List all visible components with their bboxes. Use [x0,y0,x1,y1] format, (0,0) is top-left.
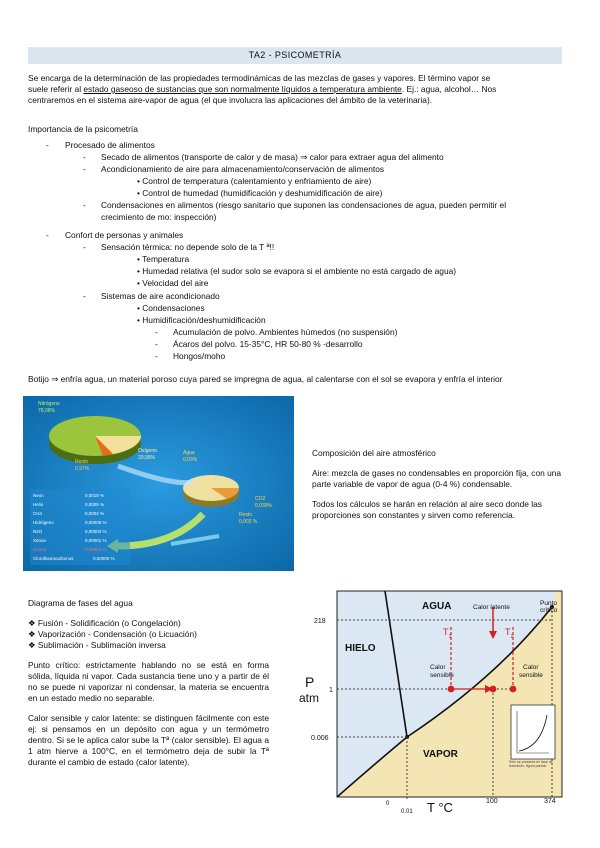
y-axis-label: P [305,674,315,690]
table-cell: Clorofluorocarbonos [33,556,74,561]
intro-line-3: centraremos en el sistema aire-vapor de agua (el que involucra las aplicaciones del ámbito de la veterinaria). [28,95,433,105]
label-vapor: VAPOR [423,749,458,760]
list-dash: - [83,152,86,162]
main-pie [49,416,141,464]
inset-note: Sólo se presenta en fase de transición, figura parcial. [509,760,553,768]
list-item: Secado de alimentos (transporte de calor y de masa) ⇒ calor para extraer agua del alimento [101,152,444,162]
table-cell: 0,0002 % [85,511,105,516]
intro-line-2 [28,84,562,95]
state-point-t1 [448,686,455,693]
intro-text: . Ej.: agua, alcohol… Nos [401,84,497,94]
phase-item: ❖ Sublimación - Sublimación inversa [28,640,166,650]
table-cell: 0,0018 % [85,493,105,498]
composition-heading: Composición del aire atmosférico [312,448,436,458]
x-tick: 0.01 [401,809,413,815]
label-co2: CO2 [255,496,266,502]
phase-heading: Diagrama de fases del agua [28,598,133,608]
t1-letter: T [443,627,449,637]
intro-line-1: Se encarga de la determinación de las propiedades termodinámicas de las mezclas de gases y vapores. El término vapor se [28,73,491,83]
air-composition-graphic [23,396,294,571]
list-dash: - [155,339,158,349]
table-cell: N2O [33,529,43,534]
trace-gases-table [30,489,130,565]
inset-box [511,705,555,759]
list-item: • Velocidad del aire [137,278,209,288]
value-rest: 0,97% [75,466,90,472]
composition-paragraph: Aire: mezcla de gases no condensables en proporción fija, con una parte variable de vapor de agua (0-4 %) condensable. [312,468,562,489]
air-composition-figure [23,396,294,571]
value-co2: 0,039% [255,503,272,509]
botijo-line: Botijo ⇒ enfría agua, un material poroso cuya pared se impregna de agua, al calentarse con el sol se evapora y enfría el interior [28,374,503,384]
list-item: • Temperatura [137,254,190,264]
list-item: Ácaros del polvo. 15-35°C, HR 50-80 % -desarrollo [173,339,363,349]
list-dash: - [83,164,86,174]
state-point-t2 [510,686,517,693]
table-cell: Neon [33,493,44,498]
table-bg [30,489,130,565]
list-item: • Condensaciones [137,303,205,313]
list-item: Acondicionamiento de aire para almacenamiento/conservación de alimentos [101,164,385,174]
list-item: Confort de personas y animales [65,230,184,240]
phase-diagram [297,587,567,817]
y-tick: 0.006 [311,735,329,742]
page-title: TA2 - PSICOMETRÍA [28,47,562,64]
phase-item: ❖ Vaporización - Condensación (o Licuación) [28,629,197,639]
y-tick: 1 [329,687,333,694]
label-sensible-4: sensible [519,672,543,679]
phase-text [28,598,269,777]
table-cell: 0,00003 % [85,529,107,534]
list-item: Sensación térmica: no depende solo de la T ª!! [101,242,275,252]
x-axis-label: T °C [427,800,453,815]
label-agua: AGUA [422,601,452,612]
value-rest-2: 0,003 % [239,519,258,525]
value-water: 0,03% [183,457,198,463]
list-item: Sistemas de aire acondicionado [101,291,220,301]
table-cell: Hidrógeno [33,520,54,525]
table-cell: Xenon [33,538,47,543]
label-hielo: HIELO [345,643,376,654]
table-cell: Ozono [33,547,47,552]
list-item: Condensaciones en alimentos (riesgo sanitario que suponen las condensaciones de agua, pueden permitir el [101,200,507,210]
y-axis-unit: atm [299,691,320,705]
list-dash: - [83,200,86,210]
label-critical-1: Punto [540,600,557,607]
label-critical-2: crítico [540,607,558,614]
heat-paragraph: Calor sensible y calor latente: se distinguen fácilmente con este ej: si pensamos en un depósito con agua y un termómetro dentro. Si se le aplica calor sube la Tª (calor sensible). El agua a 1 atm hierve a 100°C, en el termómetro deja de subir la Tª durante el cambio de estado (calor latente). [28,713,269,767]
table-cell: 0,00000 % [93,556,115,561]
x-tick: 0 [386,801,390,807]
list-item: Procesado de alimentos [65,140,155,150]
intro-paragraph [28,73,562,106]
composition-text [312,448,564,530]
list-item: crecimiento de mo: inspección) [101,212,217,222]
t2-sub: 2 [510,634,514,640]
list-item: Hongos/moho [173,351,226,361]
table-cell: 0,0005 % [85,502,105,507]
intro-text: suele referir al [28,84,84,94]
phase-diagram-graphic [297,587,567,817]
label-nitrogen: Nitrógeno [38,401,60,407]
composition-paragraph: Todos los cálculos se harán en relación al aire seco donde las proporciones son constantes y sirven como referencia. [312,499,542,520]
list-dash: - [83,242,86,252]
list-item: • Control de temperatura (calentamiento y enfriamiento de aire) [137,176,372,186]
inset-note-box [509,760,559,790]
value-oxygen: 20,95% [138,455,155,461]
x-tick: 374 [544,798,556,805]
table-cell: 0,00004 % [85,547,107,552]
y-tick: 218 [314,618,326,625]
list-item: Acumulación de polvo. Ambientes húmedos (no suspensión) [173,327,398,337]
critical-point-paragraph: Punto crítico: estrictamente hablando no se está en forma sólida, líquida ni vapor. Cada sustancia tiene uno y a partir de él no se puede ni vaporizar ni condensar, la materia se encuentra en un estado medio no separable. [28,660,269,703]
table-cell: 0,00005 % [85,520,107,525]
state-point-boil [490,686,497,693]
t2-letter: T [505,627,511,637]
table-cell: CH4 [33,511,43,516]
list-dash: - [155,327,158,337]
label-rest: Resto [75,459,89,465]
label-sensible-1: Calor [430,664,446,671]
label-rest-2: Resto [239,512,253,518]
x-tick: 100 [486,798,498,805]
label-sensible-2: sensible [430,672,454,679]
label-oxygen: Oxígeno [138,448,157,454]
phase-item: ❖ Fusión - Solidificación (o Congelación) [28,618,181,628]
importance-heading: Importancia de la psicometría [28,124,138,134]
list-dash: - [155,351,158,361]
t1-sub: 1 [448,634,452,640]
table-cell: Helio [33,502,44,507]
list-dash: - [83,291,86,301]
list-dash: - [46,230,49,240]
table-cell: 0,00001 % [85,538,107,543]
list-item: • Control de humedad (humidificación y deshumidificación de aire) [137,188,383,198]
list-dash: - [46,140,49,150]
list-item: • Humedad relativa (el sudor solo se evapora si el ambiente no está cargado de agua) [137,266,457,276]
intro-underlined-definition: estado gaseoso de sustancias que son normalmente líquidos a temperatura ambiente [83,84,402,94]
label-sensible-3: Calor [523,664,539,671]
list-item: • Humidificación/deshumidificación [137,315,266,325]
value-nitrogen: 78,08% [38,408,55,414]
label-latent-heat: Calor latente [473,604,510,611]
label-water: Agua [183,450,195,456]
